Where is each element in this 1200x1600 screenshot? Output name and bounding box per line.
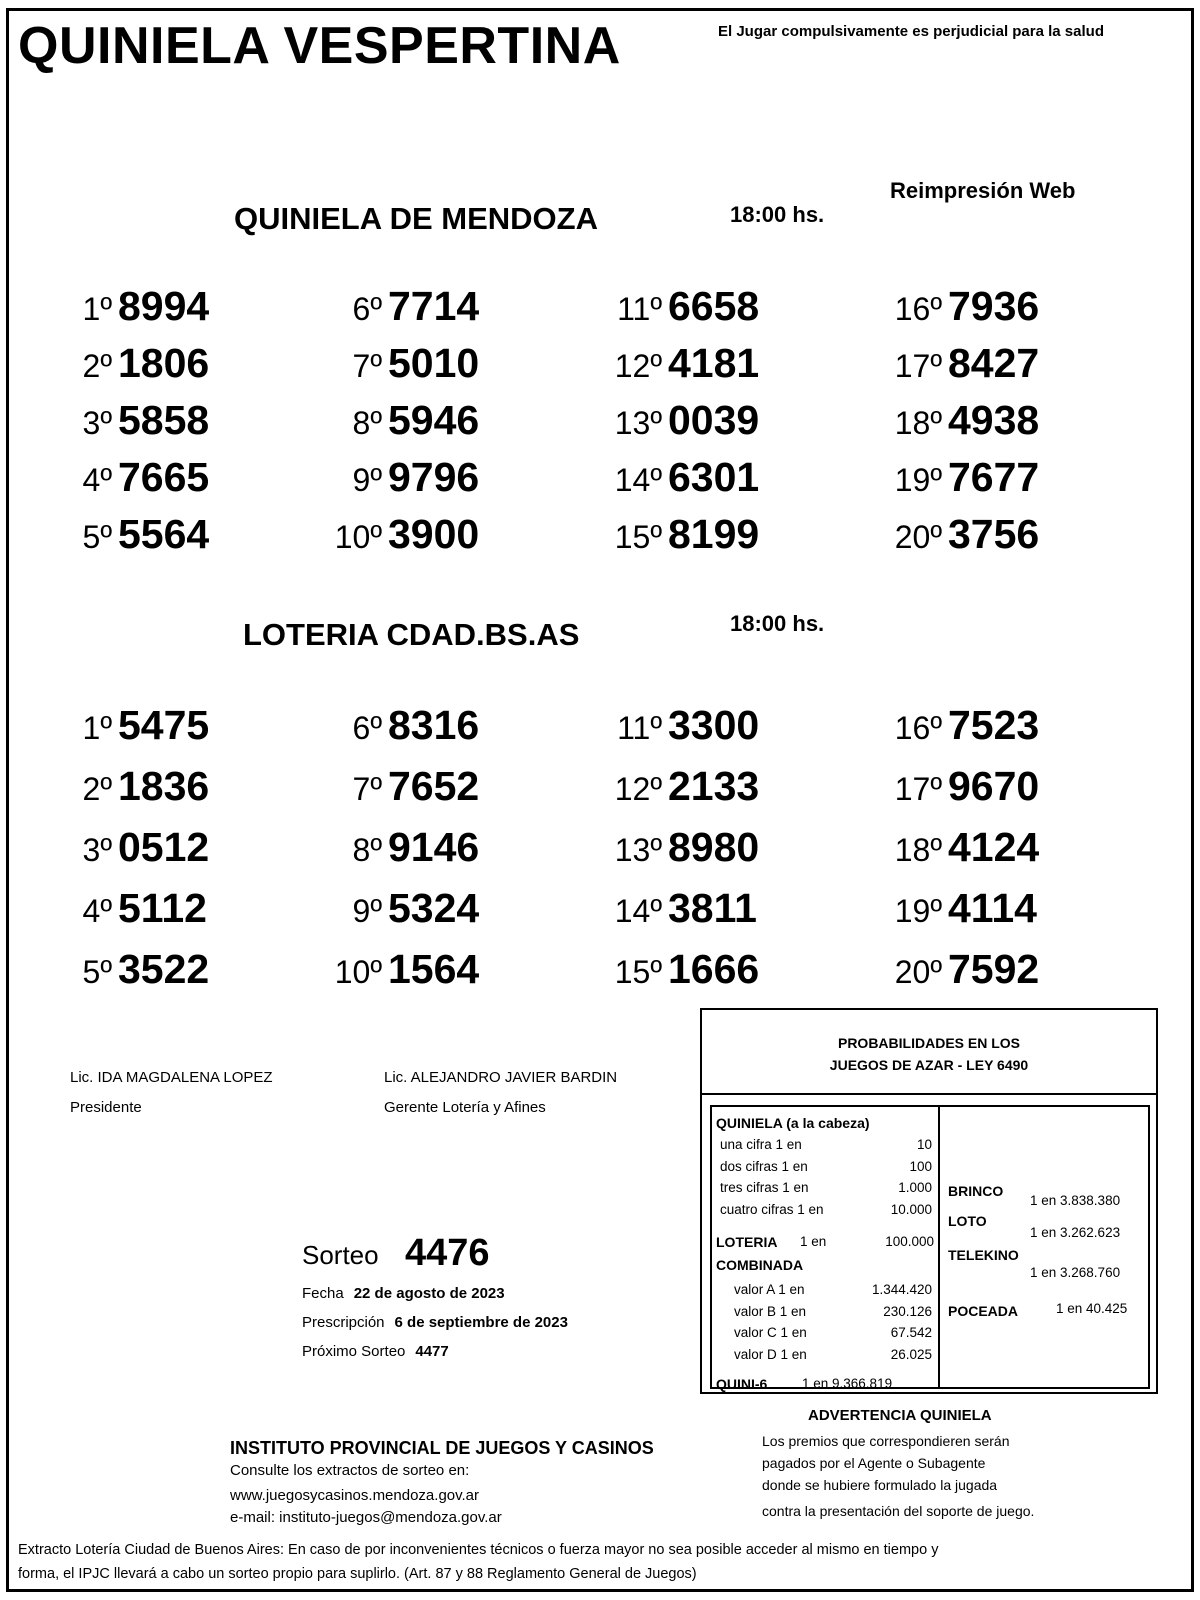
bsas-result-number: 4114 (948, 885, 1037, 931)
mendoza-result-cell (880, 454, 1040, 500)
advertencia-line: donde se hubiere formulado la jugada (762, 1477, 998, 1493)
mendoza-result-cell (320, 340, 480, 386)
institute-email[interactable]: e-mail: instituto-juegos@mendoza.gov.ar (230, 1509, 502, 1526)
bsas-result-number: 9146 (388, 824, 480, 870)
bsas-result-cell (600, 702, 760, 748)
mendoza-result-number: 9796 (388, 454, 480, 500)
mendoza-result-cell (880, 397, 1040, 443)
bsas-result-cell (70, 702, 210, 748)
mendoza-result-number: 3756 (948, 511, 1040, 557)
bsas-result-cell (880, 946, 1040, 992)
mendoza-result-cell (880, 511, 1040, 557)
mendoza-result-number: 4181 (668, 340, 760, 386)
bsas-result-position: 1º (82, 710, 112, 746)
bsas-result-number: 1836 (118, 763, 210, 809)
mendoza-result-position: 1º (82, 291, 112, 327)
quiniela-row-value: 1.000 (898, 1180, 932, 1195)
president-name: Lic. IDA MAGDALENA LOPEZ (70, 1069, 273, 1086)
bsas-result-position: 14º (614, 893, 662, 929)
institute-website[interactable]: www.juegosycasinos.mendoza.gov.ar (230, 1487, 480, 1504)
bsas-result-cell (320, 824, 480, 870)
brinco-label: BRINCO (948, 1183, 1004, 1199)
quiniela-row-value: 10.000 (890, 1201, 932, 1217)
bsas-result-number: 7652 (388, 763, 480, 809)
mendoza-result-number: 5946 (388, 397, 480, 443)
bsas-result-position: 4º (82, 893, 112, 929)
mendoza-result-position: 13º (614, 405, 662, 441)
telekino-value: 1 en 3.268.760 (1030, 1265, 1121, 1280)
bsas-result-number: 3300 (668, 702, 760, 748)
health-warning: El Jugar compulsivamente es perjudicial para la salud (718, 23, 1104, 40)
institute-name: INSTITUTO PROVINCIAL DE JUEGOS Y CASINOS (230, 1438, 654, 1458)
proximo-label: Próximo Sorteo (302, 1343, 406, 1360)
bsas-result-cell (880, 702, 1040, 748)
mendoza-result-number: 4938 (948, 397, 1040, 443)
loteria-en: 1 en (800, 1234, 827, 1249)
advertencia-line: pagados por el Agente o Subagente (762, 1455, 986, 1471)
mendoza-result-cell (600, 283, 760, 329)
bsas-result-cell (880, 824, 1040, 870)
mendoza-result-number: 5564 (118, 511, 210, 557)
footer-line1: Extracto Lotería Ciudad de Buenos Aires: En caso de por inconvenientes técnicos o fuerza mayor no sea posible acceder al mismo en tiempo y (18, 1542, 939, 1558)
combinada-row-label: valor B 1 en (734, 1303, 807, 1319)
mendoza-result-position: 7º (352, 348, 382, 384)
bsas-result-position: 11º (617, 710, 662, 746)
quiniela-row-label: dos cifras 1 en (720, 1158, 808, 1174)
quiniela-row-value: 10 (916, 1137, 932, 1152)
prescripcion-row (302, 1314, 568, 1331)
mendoza-result-number: 3900 (388, 511, 480, 557)
mendoza-result-number: 8199 (668, 511, 760, 557)
mendoza-result-number: 1806 (118, 340, 210, 386)
mendoza-result-cell (600, 454, 760, 500)
sorteo-label: Sorteo (302, 1240, 379, 1270)
bsas-result-cell (600, 946, 760, 992)
bsas-result-cell (600, 824, 760, 870)
prescripcion-value: 6 de septiembre de 2023 (394, 1314, 568, 1331)
reprint-label: Reimpresión Web (890, 178, 1076, 203)
bsas-result-number: 7592 (948, 946, 1040, 992)
quini6-value: 1 en 9.366.819 (802, 1376, 893, 1391)
mendoza-result-number: 7936 (948, 283, 1040, 329)
mendoza-result-position: 11º (617, 291, 662, 327)
probabilities-table (710, 1105, 1150, 1392)
brinco-value: 1 en 3.838.380 (1030, 1193, 1121, 1208)
mendoza-result-number: 0039 (668, 397, 760, 443)
bsas-result-number: 1564 (388, 946, 480, 992)
mendoza-result-cell (600, 340, 760, 386)
footer-line2: forma, el IPJC llevará a cabo un sorteo propio para suplirlo. (Art. 87 y 88 Reglamento General de Juegos) (18, 1566, 697, 1582)
mendoza-result-position: 5º (82, 519, 112, 555)
bsas-result-position: 10º (334, 954, 382, 990)
probabilities-divider (938, 1107, 940, 1387)
mendoza-result-position: 14º (614, 462, 662, 498)
mendoza-result-cell (880, 283, 1040, 329)
president-role: Presidente (70, 1099, 142, 1116)
bsas-result-number: 5112 (118, 885, 207, 931)
bsas-result-number: 0512 (118, 824, 210, 870)
bsas-result-cell (320, 885, 480, 931)
bsas-result-number: 5475 (118, 702, 210, 748)
mendoza-result-number: 7665 (118, 454, 210, 500)
probabilities-header (702, 1010, 1156, 1095)
combinada-row-value: 26.025 (890, 1346, 932, 1362)
fecha-label: Fecha (302, 1285, 344, 1302)
bsas-result-cell (320, 763, 480, 809)
mendoza-result-cell (320, 511, 480, 557)
mendoza-result-position: 10º (334, 519, 382, 555)
bsas-result-position: 8º (352, 832, 382, 868)
bsas-result-cell (320, 702, 480, 748)
bsas-result-cell (880, 763, 1040, 809)
manager-role: Gerente Lotería y Afines (384, 1099, 546, 1116)
bsas-result-position: 5º (82, 954, 112, 990)
page-title: QUINIELA VESPERTINA (18, 17, 621, 75)
bsas-result-number: 2133 (668, 763, 760, 809)
quiniela-row-label: cuatro cifras 1 en (720, 1201, 824, 1217)
advertencia-line: contra la presentación del soporte de juego. (762, 1503, 1035, 1519)
bsas-result-position: 3º (82, 832, 112, 868)
mendoza-result-number: 5010 (388, 340, 480, 386)
mendoza-result-position: 18º (894, 405, 942, 441)
mendoza-result-position: 9º (352, 462, 382, 498)
bsas-title: LOTERIA CDAD.BS.AS (243, 617, 580, 652)
mendoza-result-number: 6658 (668, 283, 760, 329)
quiniela-label: QUINIELA (a la cabeza) (716, 1115, 870, 1131)
combinada-row-label: valor A 1 en (734, 1282, 805, 1297)
proximo-value: 4477 (415, 1343, 449, 1360)
mendoza-result-position: 19º (894, 462, 942, 498)
fecha-row (302, 1285, 505, 1302)
bsas-result-cell (320, 946, 480, 992)
bsas-result-number: 3811 (668, 885, 757, 931)
combinada-row-value: 1.344.420 (871, 1282, 932, 1297)
mendoza-time: 18:00 hs. (730, 202, 825, 227)
proximo-row (302, 1343, 449, 1360)
mendoza-result-number: 8994 (118, 283, 210, 329)
combinada-row-label: valor D 1 en (734, 1346, 807, 1362)
bsas-result-number: 1666 (668, 946, 760, 992)
loto-value: 1 en 3.262.623 (1030, 1225, 1121, 1240)
mendoza-result-position: 8º (352, 405, 382, 441)
mendoza-result-number: 8427 (948, 340, 1040, 386)
fecha-value: 22 de agosto de 2023 (353, 1285, 505, 1302)
mendoza-result-cell (600, 511, 760, 557)
mendoza-result-number: 5858 (118, 397, 210, 443)
bsas-result-cell (70, 824, 210, 870)
advertencia-title: ADVERTENCIA QUINIELA (808, 1407, 992, 1424)
manager-name: Lic. ALEJANDRO JAVIER BARDIN (384, 1069, 618, 1086)
combinada-row-label: valor C 1 en (734, 1325, 807, 1340)
poceada-value: 1 en 40.425 (1056, 1301, 1128, 1316)
quini6-label: QUINI-6 (716, 1376, 768, 1392)
bsas-result-position: 15º (614, 954, 662, 990)
bsas-result-number: 8316 (388, 702, 480, 748)
mendoza-result-cell (320, 283, 480, 329)
mendoza-result-cell (600, 397, 760, 443)
bsas-result-position: 7º (352, 771, 382, 807)
mendoza-result-number: 7714 (388, 283, 480, 329)
mendoza-result-position: 2º (82, 348, 112, 384)
bsas-result-cell (70, 763, 210, 809)
prescripcion-label: Prescripción (302, 1314, 385, 1331)
bsas-result-position: 18º (894, 832, 942, 868)
bsas-result-position: 19º (894, 893, 942, 929)
bsas-result-position: 20º (894, 954, 942, 990)
mendoza-result-position: 17º (894, 348, 942, 384)
advertencia-line: Los premios que correspondieren serán (762, 1433, 1010, 1449)
loteria-label: LOTERIA (716, 1234, 778, 1250)
mendoza-title: QUINIELA DE MENDOZA (234, 201, 598, 236)
mendoza-result-position: 12º (614, 348, 662, 384)
bsas-result-number: 5324 (388, 885, 480, 931)
bsas-result-position: 13º (614, 832, 662, 868)
mendoza-result-cell (320, 454, 480, 500)
probabilities-title-line1: PROBABILIDADES EN LOS (837, 1035, 1020, 1051)
quiniela-row-label: tres cifras 1 en (720, 1180, 809, 1195)
combinada-row-value: 230.126 (883, 1303, 932, 1319)
probabilities-box (700, 1008, 1158, 1394)
mendoza-result-cell (70, 397, 210, 443)
mendoza-result-number: 6301 (668, 454, 760, 500)
bsas-result-number: 7523 (948, 702, 1040, 748)
bsas-result-number: 8980 (668, 824, 760, 870)
mendoza-result-cell (70, 454, 210, 500)
bsas-result-cell (600, 885, 757, 931)
bsas-result-position: 16º (894, 710, 942, 746)
combinada-label: COMBINADA (716, 1257, 804, 1273)
probabilities-title-line2: JUEGOS DE AZAR - LEY 6490 (829, 1057, 1029, 1073)
mendoza-result-position: 4º (82, 462, 112, 498)
bsas-result-number: 3522 (118, 946, 210, 992)
bsas-result-number: 4124 (948, 824, 1040, 870)
poceada-label: POCEADA (948, 1303, 1019, 1319)
loteria-value: 100.000 (885, 1234, 934, 1249)
quiniela-row-value: 100 (909, 1158, 932, 1174)
bsas-result-position: 2º (82, 771, 112, 807)
bsas-result-cell (70, 946, 210, 992)
bsas-result-position: 17º (894, 771, 942, 807)
sorteo-number: 4476 (405, 1232, 490, 1274)
bsas-result-position: 6º (352, 710, 382, 746)
bsas-result-position: 12º (614, 771, 662, 807)
mendoza-result-cell (70, 283, 210, 329)
mendoza-result-cell (880, 340, 1040, 386)
bsas-result-cell (600, 763, 760, 809)
mendoza-result-position: 15º (614, 519, 662, 555)
bsas-result-cell (70, 885, 207, 931)
mendoza-result-cell (320, 397, 480, 443)
bsas-result-number: 9670 (948, 763, 1040, 809)
combinada-row-value: 67.542 (890, 1325, 932, 1340)
mendoza-result-position: 16º (894, 291, 942, 327)
mendoza-result-cell (70, 340, 210, 386)
bsas-result-position: 9º (352, 893, 382, 929)
quiniela-row-label: una cifra 1 en (720, 1137, 802, 1152)
mendoza-result-position: 6º (352, 291, 382, 327)
mendoza-result-cell (70, 511, 210, 557)
mendoza-result-number: 7677 (948, 454, 1040, 500)
mendoza-result-position: 3º (82, 405, 112, 441)
institute-consult: Consulte los extractos de sorteo en: (230, 1462, 470, 1479)
mendoza-result-position: 20º (894, 519, 942, 555)
bsas-time: 18:00 hs. (730, 611, 825, 636)
loto-label: LOTO (948, 1213, 987, 1229)
bsas-result-cell (880, 885, 1037, 931)
telekino-label: TELEKINO (948, 1247, 1019, 1263)
